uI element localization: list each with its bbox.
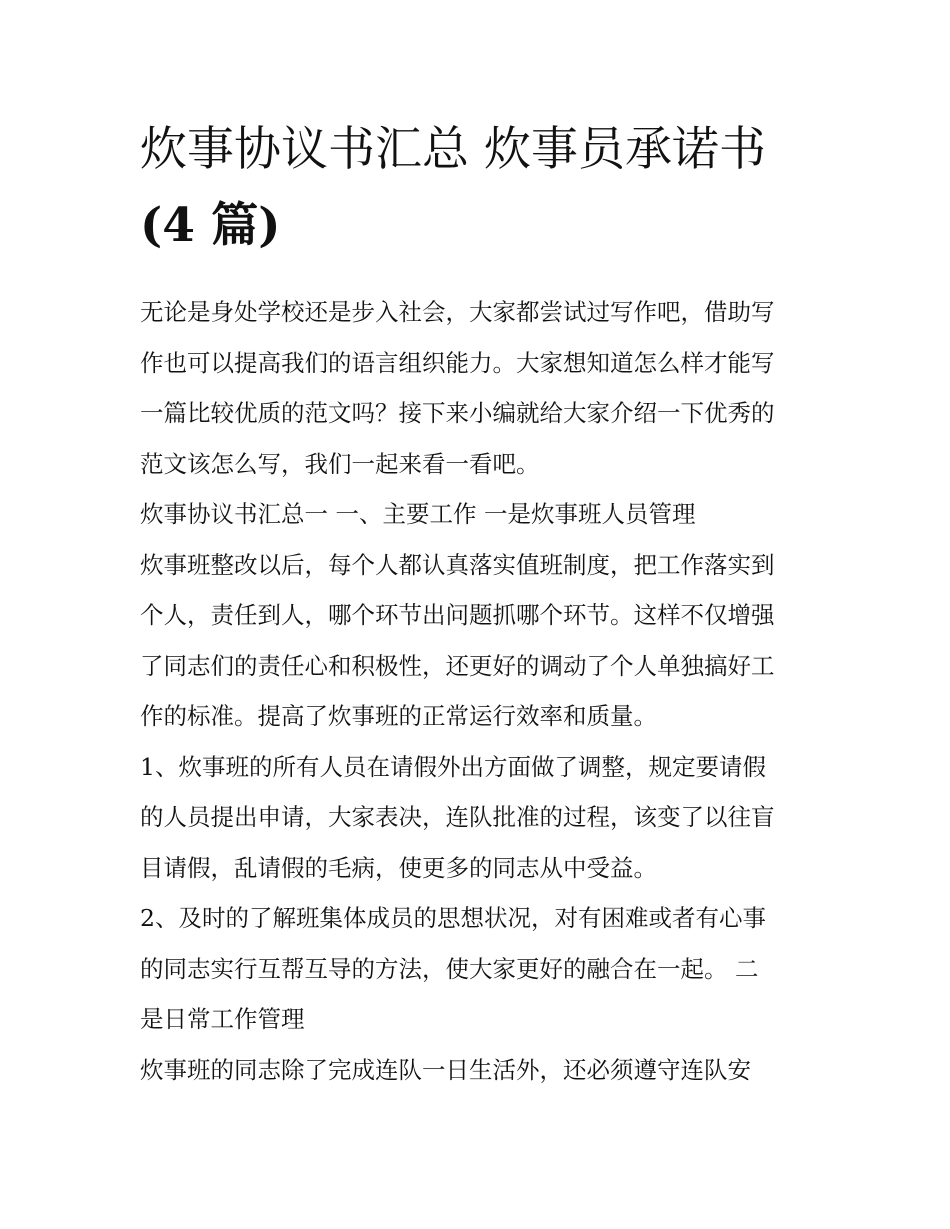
section-heading (140, 489, 812, 540)
text-line: 1、炊事班的所有人员在请假外出方面做了调整，规定要请假 (140, 752, 766, 781)
title-line: 炊事协议书汇总 炊事员承诺书 (140, 122, 766, 177)
text-line: 2、及时的了解班集体成员的思想状况，对有困难或者有心事 (140, 904, 766, 932)
text-line: 无论是身处学校还是步入社会，大家都尝试过写作吧，借助写 (140, 298, 775, 326)
text-line: 是日常工作管理 (140, 1005, 305, 1033)
body-paragraph (140, 1045, 812, 1096)
text-line: 目请假，乱请假的毛病，使更多的同志从中受益。 (140, 853, 657, 882)
text-line: 炊事班的同志除了完成连队一日生活外，还必须遵守连队安 (140, 1055, 751, 1084)
list-item-paragraph (140, 742, 812, 894)
list-item-paragraph (140, 893, 812, 1045)
text-line: 的人员提出申请，大家表决，连队批准的过程，该变了以往盲 (140, 803, 775, 831)
text-line: 个人，责任到人，哪个环节出问题抓哪个环节。这样不仅增强 (140, 601, 775, 629)
text-line: 范文该怎么写，我们一起来看一看吧。 (140, 449, 540, 478)
text-line: 作的标准。提高了炊事班的正常运行效率和质量。 (140, 702, 657, 730)
title-line: (4 篇) (140, 198, 281, 253)
document-body (140, 112, 812, 1095)
text-line: 了同志们的责任心和积极性，还更好的调动了个人单独搞好工 (140, 651, 775, 680)
intro-paragraph (140, 287, 812, 489)
body-paragraph (140, 540, 812, 742)
document-title (140, 112, 812, 264)
text-line: 炊事协议书汇总一 一、主要工作 一是炊事班人员管理 (140, 500, 696, 528)
text-line: 一篇比较优质的范文吗？接下来小编就给大家介绍一下优秀的 (140, 399, 775, 427)
text-line: 的同志实行互帮互导的方法，使大家更好的融合在一起。 二 (140, 954, 759, 983)
text-line: 炊事班整改以后，每个人都认真落实值班制度，把工作落实到 (140, 550, 775, 579)
text-line: 作也可以提高我们的语言组织能力。大家想知道怎么样才能写 (140, 348, 775, 377)
